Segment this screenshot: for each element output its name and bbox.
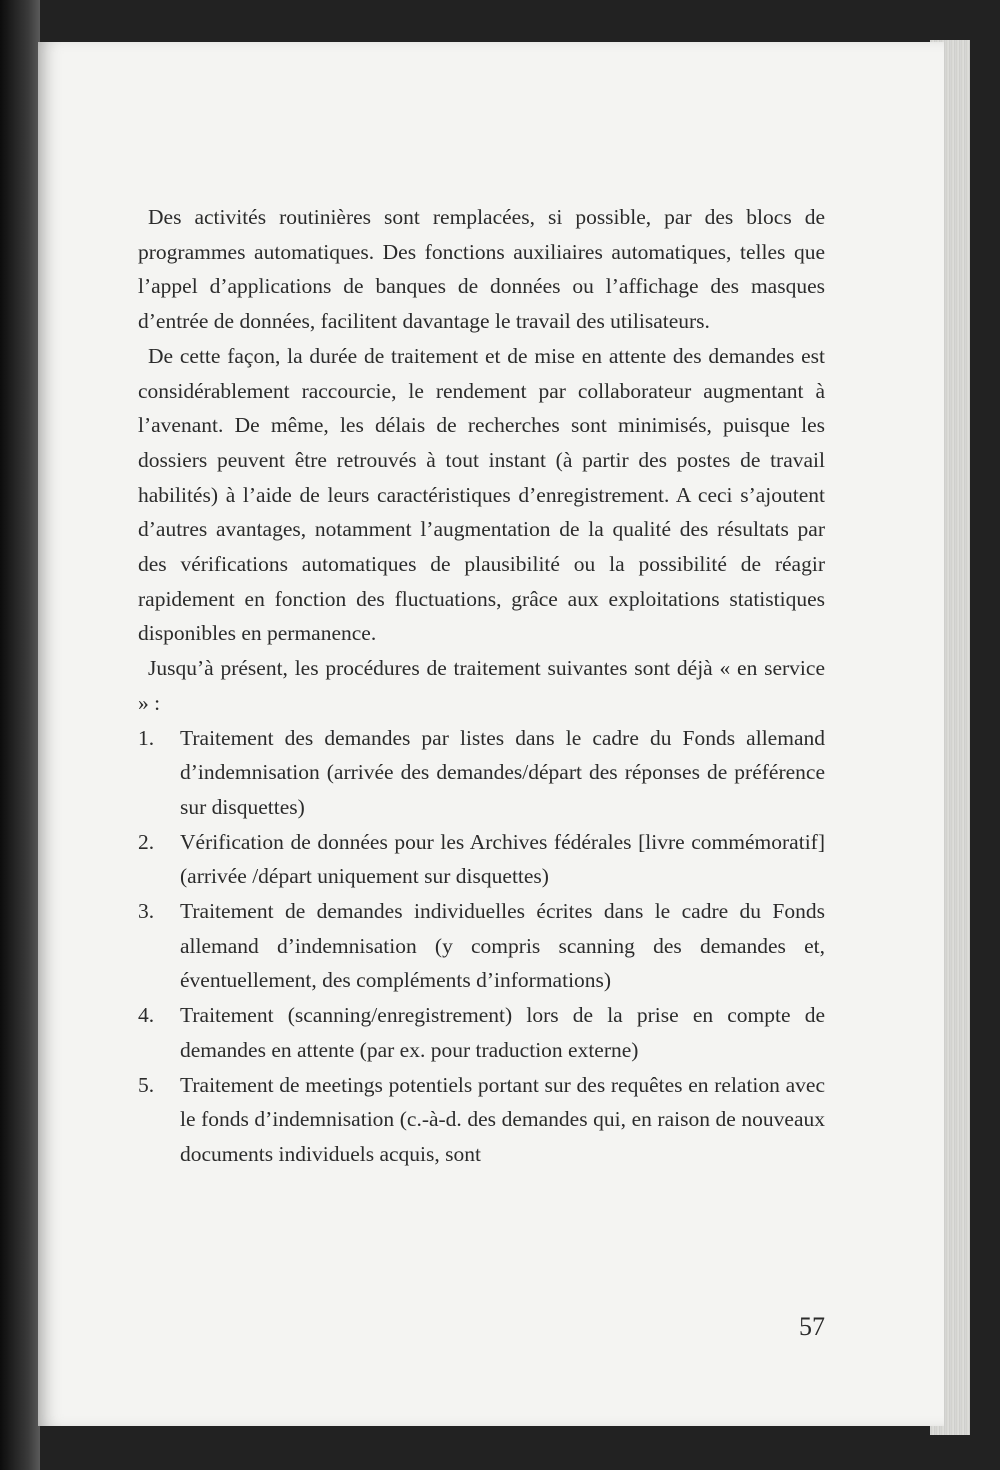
list-item-number: 2.	[138, 829, 155, 854]
list-item-number: 4.	[138, 1003, 155, 1028]
paragraph-2: De cette façon, la durée de traitement et de mise en attente des demandes est considérablement raccourcie, le rendement par collaborateur augmentant à l’avenant. De même, les délais de recherches sont minimisés, puisque les dossiers peuvent être retrouvés à tout instant (à partir des postes de travail habilités) à l’aide de leurs caractéristiques d’enregistrement. A ceci s’ajoutent d’autres avantages, notamment l’augmentation de la qualité des résultats par des vérifications automatiques de plausibilité ou la possibilité de réagir rapidement en fonction des fluctuations, grâce aux exploitations statistiques disponibles en permanence.	[138, 343, 825, 646]
list-item-text: Traitement (scanning/enregistrement) lors de la prise en compte de demandes en attente (par ex. pour traduction externe)	[180, 1003, 825, 1062]
list-item	[138, 998, 825, 1067]
procedures-list	[138, 721, 825, 1172]
paragraph-1: Des activités routinières sont remplacées, si possible, par des blocs de programmes automatiques. Des fonctions auxiliaires automatiques, telles que l’appel d’applications de banques de données ou l’affichage des masques d’entrée de données, facilitent davantage le travail des utilisateurs.	[138, 205, 825, 334]
list-item	[138, 825, 825, 894]
page-number: 57	[799, 1312, 825, 1341]
list-item-number: 1.	[138, 725, 155, 750]
list-item-text: Traitement de demandes individuelles écrites dans le cadre du Fonds allemand d’indemnisation (y compris scanning des demandes et, éventuellement, des compléments d’informations)	[180, 899, 825, 993]
list-item-number: 5.	[138, 1072, 155, 1097]
list-item	[138, 1068, 825, 1172]
list-item-text: Traitement des demandes par listes dans le cadre du Fonds allemand d’indemnisation (arrivée des demandes/départ des réponses de préférence sur disquettes)	[180, 725, 825, 819]
book-spine-shadow	[0, 0, 40, 1470]
book-page	[38, 42, 944, 1426]
list-item-text: Vérification de données pour les Archives fédérales [livre commémoratif] (arrivée /départ uniquement sur disquettes)	[180, 829, 825, 889]
list-item	[138, 721, 825, 825]
list-item	[138, 894, 825, 998]
paragraph-3: Jusqu’à présent, les procédures de traitement suivantes sont déjà « en service » :	[138, 656, 825, 715]
page-body	[138, 200, 825, 1172]
list-item-text: Traitement de meetings potentiels portant sur des requêtes en relation avec le fonds d’indemnisation (c.-à-d. des demandes qui, en raison de nouveaux documents individuels acquis, sont	[180, 1072, 825, 1166]
list-item-number: 3.	[138, 899, 155, 924]
